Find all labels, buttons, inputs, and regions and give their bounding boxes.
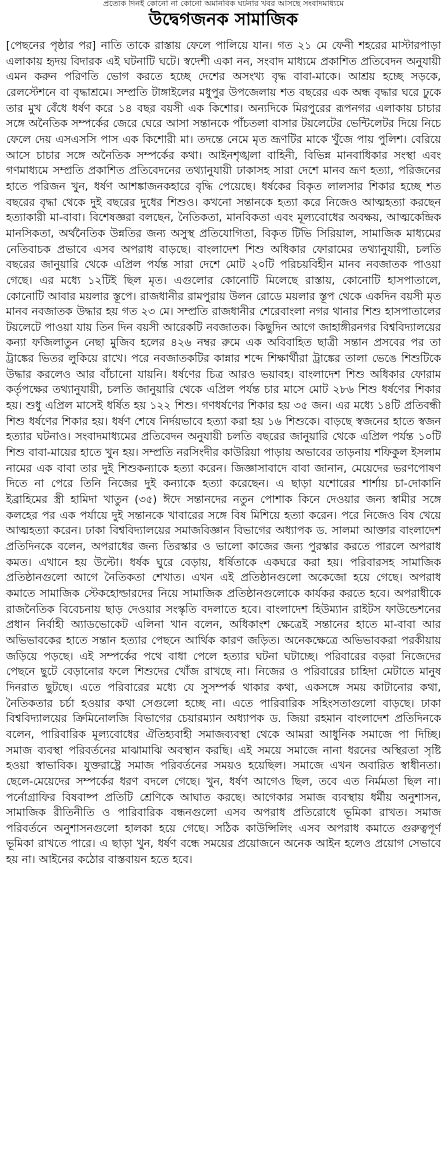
headline: উদ্বেগজনক সামাজিক xyxy=(148,10,299,30)
article-body xyxy=(6,38,441,1164)
article-body-text: নাতি তাকে রাস্তায় ফেলে পালিয়ে যান। গত ২১ মে ফেনী শহরের মাস্টারপাড়া এলাকায় হৃদয় বিদারক এই ঘটনাটি ঘটে। স্বদেশী একা নন, সংবাদ মাধ্যমে প্রকাশিত প্রতিবেদন অনুযায়ী এমন করুন পরিণতি ভোগ করতে হচ্ছে দেশের অসংখ্য বৃদ্ধ বাবা-মাকে। আশ্রয় হচ্ছে সড়কে, রেলস্টেশনে বা বৃদ্ধাশ্রমে। সম্প্রতি টাঙ্গাইলের মধুপুর উপজেলায় শত বছরের এক অন্ধ বৃদ্ধার ঘরে ঢুকে তার মুখ বেঁধে ধর্ষণ করে ১৪ বছর বয়সী এক কিশোর। অন্যদিকে মিরপুরের রূপনগর এলাকায় চাচার সঙ্গে অনৈতিক সম্পর্কের জেরে ঘেরে আসা সন্তানকে পাঁচতলা বাসার টয়লেটের ভেন্টিলেটর দিয়ে নিচে ফেলে দেয় এসএসসি পাস এক কিশোরী মা। তদন্তে নেমে মৃত ভ্রূণটির মাকে খুঁজে পায় পুলিশ। বেরিয়ে আসে চাচার সঙ্গে অনৈতিক সম্পর্কের কথা। আইনশৃঙ্খলা বাহিনী, বিভিন্ন মানবাধিকার সংস্থা এবং গণমাধ্যমে সম্প্রতি প্রকাশিত প্রতিবেদনের তথ্যানুযায়ী ঢাকাসহ সারা দেশে মানব ভ্রূণ হত্যা, পরিজনের হাতে পরিজন খুন, ধর্ষণ আশঙ্কাজনকহারে বৃদ্ধি পেয়েছে। ধর্ষকের বিকৃত লালসার শিকার হচ্ছে শত বছরের বৃদ্ধা থেকে দুই বছরের দুধের শিশুও। কখনো সন্তানকে হত্যা করে নিজেও আত্মহত্যা করছেন হত্যাকারী মা-বাবা। বিশেষজ্ঞরা বলছেন, নৈতিকতা, মানবিকতা এবং মূল্যবোধের অবক্ষয়, আত্মকেন্দ্রিক মানসিকতা, অর্থনৈতিক উন্নতির জন্য অসুস্থ প্রতিযোগিতা, বিকৃত টিভি সিরিয়াল, সামাজিক মাধ্যমের নেতিবাচক প্রভাবে এসব অপরাধ বাড়ছে। বাংলাদেশ শিশু অধিকার ফোরামের তথ্যানুযায়ী, চলতি বছরের জানুয়ারি থেকে এপ্রিল পর্যন্ত সারা দেশে মোট ২০টি পরিচয়বিহীন মানব নবজাতক পাওয়া গেছে। এর মধ্যে ১২টিই ছিল মৃত। এগুলোর কোনোটি মিলেছে রাস্তায়, কোনোটি হাসপাতালে, কোনোটি আবার ময়লার স্তূপে। রাজধানীর রামপুরায় উলন রোডে ময়লার স্তূপ থেকে একদিন বয়সী মৃত মানব নবজাতক উদ্ধার হয় গত ২৩ মে। সম্প্রতি রাজধানীর শেরেবাংলা নগর থানার শিশু হাসপাতালের টয়লেটে পাওয়া যায় তিন দিন বয়সী আরেকটি নবজাতক। কিছুদিন আগে জাহাঙ্গীরনগর বিশ্ববিদ্যালয়ের কন্যা ফজিলাতুন নেছা মুজিব হলের ৪২৬ নম্বর রুমে এক অবিবাহিত ছাত্রী সন্তান প্রসবের পর তা ট্রাঙ্কের ভিতর লুকিয়ে রাখে। পরে নবজাতকটির কান্নার শব্দে শিক্ষার্থীরা ট্রাঙ্কের তালা ভেঙে শিশুটিকে উদ্ধার করলেও আর বাঁচানো যায়নি। ধর্ষণের চিত্র আরও ভয়াবহ। বাংলাদেশ শিশু অধিকার ফোরাম কর্তৃপক্ষের তথ্যানুযায়ী, চলতি জানুয়ারি থেকে এপ্রিল পর্যন্ত চার মাসে মোট ২৮৬ শিশু ধর্ষণের শিকার হয়। শুধু এপ্রিল মাসেই ধর্ষিত হয় ১২২ শিশু। গণধর্ষণের শিকার হয় ৩৫ জন। এর মধ্যে ১৪টি প্রতিবন্ধী শিশু ধর্ষণের শিকার হয়। ধর্ষণ শেষে নির্দয়ভাবে হত্যা করা হয় ১৬ শিশুকে। বাড়ছে স্বজনের হাতে স্বজন হত্যার ঘটনাও। সংবাদমাধ্যমের প্রতিবেদন অনুযায়ী চলতি বছরের জানুয়ারি থেকে এপ্রিল পর্যন্ত ১০টি শিশু বাবা-মায়ের হাতে খুন হয়। সম্প্রতি নরসিংদীর কাউরিয়া পাড়ায় অভাবের তাড়নায় শফিকুল ইসলাম নামের এক বাবা তার দুই শিশুকন্যাকে হত্যা করেন। জিজ্ঞাসাবাদে বাবা জানান, মেয়েদের ভরণপোষণ দিতে না পেরে তিনি নিজের দুই কন্যাকে হত্যা করেছেন। এ ছাড়া যশোরের শার্শায় চা-দোকানি ইব্রাহিমের স্ত্রী হামিদা খাতুন (৩৫) ঈদে সন্তানদের নতুন পোশাক কিনে দেওয়ার জন্য স্বামীর সঙ্গে কলহের পর এক পর্যায়ে দুই সন্তানকে খাবারের সঙ্গে বিষ মিশিয়ে হত্যা করেন। পরে নিজেও বিষ খেয়ে আত্মহত্যা করেন। ঢাকা বিশ্ববিদ্যালয়ের সমাজবিজ্ঞান বিভাগের অধ্যাপক ড. সালমা আক্তার বাংলাদেশ প্রতিদিনকে বলেন, অপরাধের জন্য তিরস্কার ও ভালো কাজের জন্য পুরস্কার করতে পারলে অপরাধ কমত। এখানে হয় উল্টো। ধর্ষক ঘুরে বেড়ায়, ধর্ষিতাকে একঘরে করা হয়। পরিবারসহ সামাজিক প্রতিষ্ঠানগুলো আগে নৈতিকতা শেখাত। এখন এই প্রতিষ্ঠানগুলো অকেজো হয়ে গেছে। অপরাধ কমাতে সামাজিক স্টেকহোল্ডারদের নিয়ে সামাজিক প্রতিষ্ঠানগুলোকে কার্যকর করতে হবে। অপরাধীকে রাজনৈতিক বিবেচনায় ছাড় দেওয়ার সংস্কৃতি বদলাতে হবে। বাংলাদেশ হিউম্যান রাইটস ফাউন্ডেশনের প্রধান নির্বাহী অ্যাডভোকেট এলিনা খান বলেন, অধিকাংশ ক্ষেত্রেই সন্তানের হাতে মা-বাবা আর অভিভাবকের হাতে সন্তান হত্যার পেছনে আর্থিক কারণ জড়িত। অনেকক্ষেত্রে অভিভাবকরা পরকীয়ায় জড়িয়ে পড়ছে। এই সম্পর্কের পথে বাধা পেলে হত্যার ঘটনা ঘটাচ্ছে। পরিবারের বড়রা নিজেদের পেছনে ছুটে বেড়ানোর ফলে শিশুদের খোঁজ রাখছে না। নিজের ও পরিবারের চাহিদা মেটাতে মানুষ দিনরাত ছুটছে। এতে পরিবারের মধ্যে যে সুসম্পর্ক থাকার কথা, একসঙ্গে সময় কাটানোর কথা, নৈতিকতার চর্চা হওয়ার কথা সেগুলো হচ্ছে না। এতে পারিবারিক সহিংসতাগুলো বাড়ছে। ঢাকা বিশ্ববিদ্যালয়ের ক্রিমিনোলজি বিভাগের চেয়ারম্যান অধ্যাপক ড. জিয়া রহমান বাংলাদেশ প্রতিদিনকে বলেন, পারিবারিক মূল্যবোধের ঐতিহ্যবাহী সমাজব্যবস্থা থেকে আমরা আধুনিক সমাজে পা দিচ্ছি। সমাজ ব্যবস্থা পরিবর্তনের মাঝামাঝি অবস্থান করছি। এই সময়ে সমাজে নানা ধরনের অস্থিরতা সৃষ্টি হওয়া স্বাভাবিক। যুক্তরাষ্ট্রে সমাজ পরিবর্তনের সময়ও হয়েছিল। সমাজে এখন অবারিত স্বাধীনতা। ছেলে-মেয়েদের সম্পর্কের ধরণ বদলে গেছে। খুন, ধর্ষণ আগেও ছিল, তবে এত নির্মমতা ছিল না। পর্নোগ্রাফির বিষবাষ্প প্রতিটি শ্রেণিকে আঘাত করছে। আগেকার সমাজ ব্যবস্থায় ধর্মীয় অনুশাসন, সামাজিক রীতিনীতি ও পারিবারিক বন্ধনগুলো এসব অপরাধ প্রতিরোধে ভূমিকা রাখত। সমাজ পরিবর্তনে অনুশাসনগুলো হালকা হয়ে গেছে। সঠিক কাউন্সিলিং এসব অপরাধ কমাতে গুরুত্বপূর্ণ ভূমিকা রাখতে পারে। এ ছাড়া খুন, ধর্ষণ বন্ধে সময়ের প্রয়োজনে অনেক আইন হলেও প্রয়োগ সেভাবে হয় না। আইনের কঠোর বাস্তবায়ন হতে হবে। xyxy=(6,39,441,867)
continued-from-label: [পেছনের পৃষ্ঠার পর] xyxy=(6,39,96,52)
top-cut-text: প্রত্যেক দিনই কোনো না কোনো অমানবিক ঘটনার খবর আসছে সংবাদমাধ্যমে xyxy=(103,0,344,8)
